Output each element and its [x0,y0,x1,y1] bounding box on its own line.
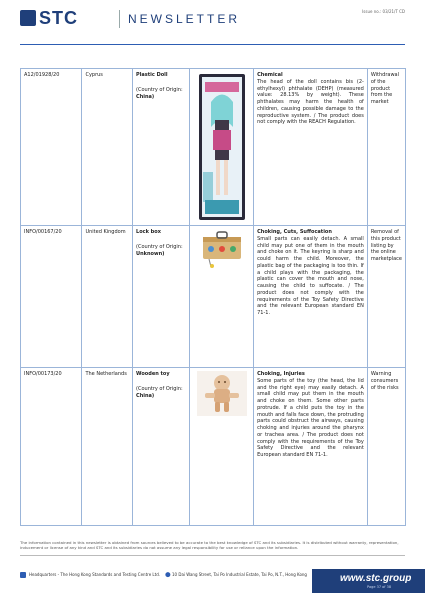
page-footer [0,563,425,600]
origin-value: Unknown) [136,250,165,257]
header-rule [20,44,405,45]
country-cell: The Netherlands [82,368,133,526]
location-pin-icon: ⬤ [165,572,171,578]
hazard-title: Chemical [257,72,283,78]
product-cell [133,368,190,526]
measure-cell: Warning consumers of the risks [367,368,405,526]
origin [136,87,186,101]
product-name: Plastic Doll [136,72,168,78]
origin-label: (Country of Origin: [136,86,183,93]
country-cell: United Kingdom [82,226,133,368]
image-cell [190,226,254,368]
table-row [21,226,406,368]
product-cell [133,69,190,226]
stc-logo-icon [20,10,36,26]
hazard-cell [254,69,368,226]
recall-table [20,68,406,526]
image-cell [190,368,254,526]
issue-number: Issue no.: 03/21/T CD [362,9,405,14]
building-icon [20,572,26,578]
origin [136,386,186,400]
headquarters: Headquarters - The Hong Kong Standards and Testing Centre Ltd. [29,572,161,577]
image-cell [190,69,254,226]
ref-cell: A12/01928/20 [21,69,82,226]
logo-text: STC [39,8,78,28]
header-divider [119,10,120,28]
origin-value: China) [136,392,155,399]
origin [136,244,186,258]
hazard-cell [254,368,368,526]
origin-label: (Country of Origin: [136,385,183,392]
doll-in-box-image [197,72,247,222]
hazard-description: The head of the doll contains bis (2-ethylhexyl) phthalate (DEHP) (measured value: 28.13% by weight). These phthalates may harm the health of children, causing possible damage to the reproductive system. / The product does not comply with the REACH Regulation. [257,78,364,126]
product-cell [133,226,190,368]
hazard-description: Small parts can easily detach. A small child may put one of them in the mouth and choke on it. The keyring is sharp and could harm the child. Moreover, the plastic bag of the packaging is too thin. If a child plays with the packaging, the plastic can cover the mouth and nose, causing the child to suffocate. / The product does not comply with the requirements of the Toy Safety Directive and the relevant European standard EN 71-1. [257,235,364,316]
lock-box-image [197,229,247,269]
ref-cell: INFO/00167/20 [21,226,82,368]
disclaimer: The information contained in this newsletter is obtained from sources believed to be accurate to the best knowledge of STC and its subsidiaries. It is distributed without warranty, representation, inducement or license of any kind and STC and its subsidiaries do not assume any legal responsibility for use or reliance upon the information. [20,540,399,551]
country-cell: Cyprus [82,69,133,226]
hazard-title: Choking, Injuries [257,371,305,377]
footer-rule [20,555,405,556]
page-number: Page 37 of 38 [367,585,392,589]
measure-cell: Withdrawal of the product from the market [367,69,405,226]
wooden-toy-image [197,371,247,416]
table-row [21,368,406,526]
measure-cell: Removal of this product listing by the online marketplace [367,226,405,368]
newsletter-title: NEWSLETTER [128,12,241,26]
hazard-title: Choking, Cuts, Suffocation [257,229,332,235]
website-link[interactable]: www.stc.group [340,573,412,584]
origin-label: (Country of Origin: [136,243,183,250]
hazard-cell [254,226,368,368]
origin-value: China) [136,93,155,100]
product-name: Wooden toy [136,371,170,377]
hazard-description: Some parts of the toy (the head, the lid and the right eye) may easily detach. A small child may put them in the mouth and choke on them. Some other parts protrude. If a child puts the toy in the mouth and falls face down, the protruding parts could obstruct the airways, causing choking and injuries around the pharynx or trachea area. / The product does not comply with the requirements of the Toy Safety Directive and the relevant European standard EN 71-1. [257,377,364,458]
table-row [21,69,406,226]
address: 10 Dai Wang Street, Tai Po Industrial Estate, Tai Po, N.T., Hong Kong [172,572,307,577]
page-header [0,0,425,40]
ref-cell: INFO/00173/20 [21,368,82,526]
product-name: Lock box [136,229,161,235]
